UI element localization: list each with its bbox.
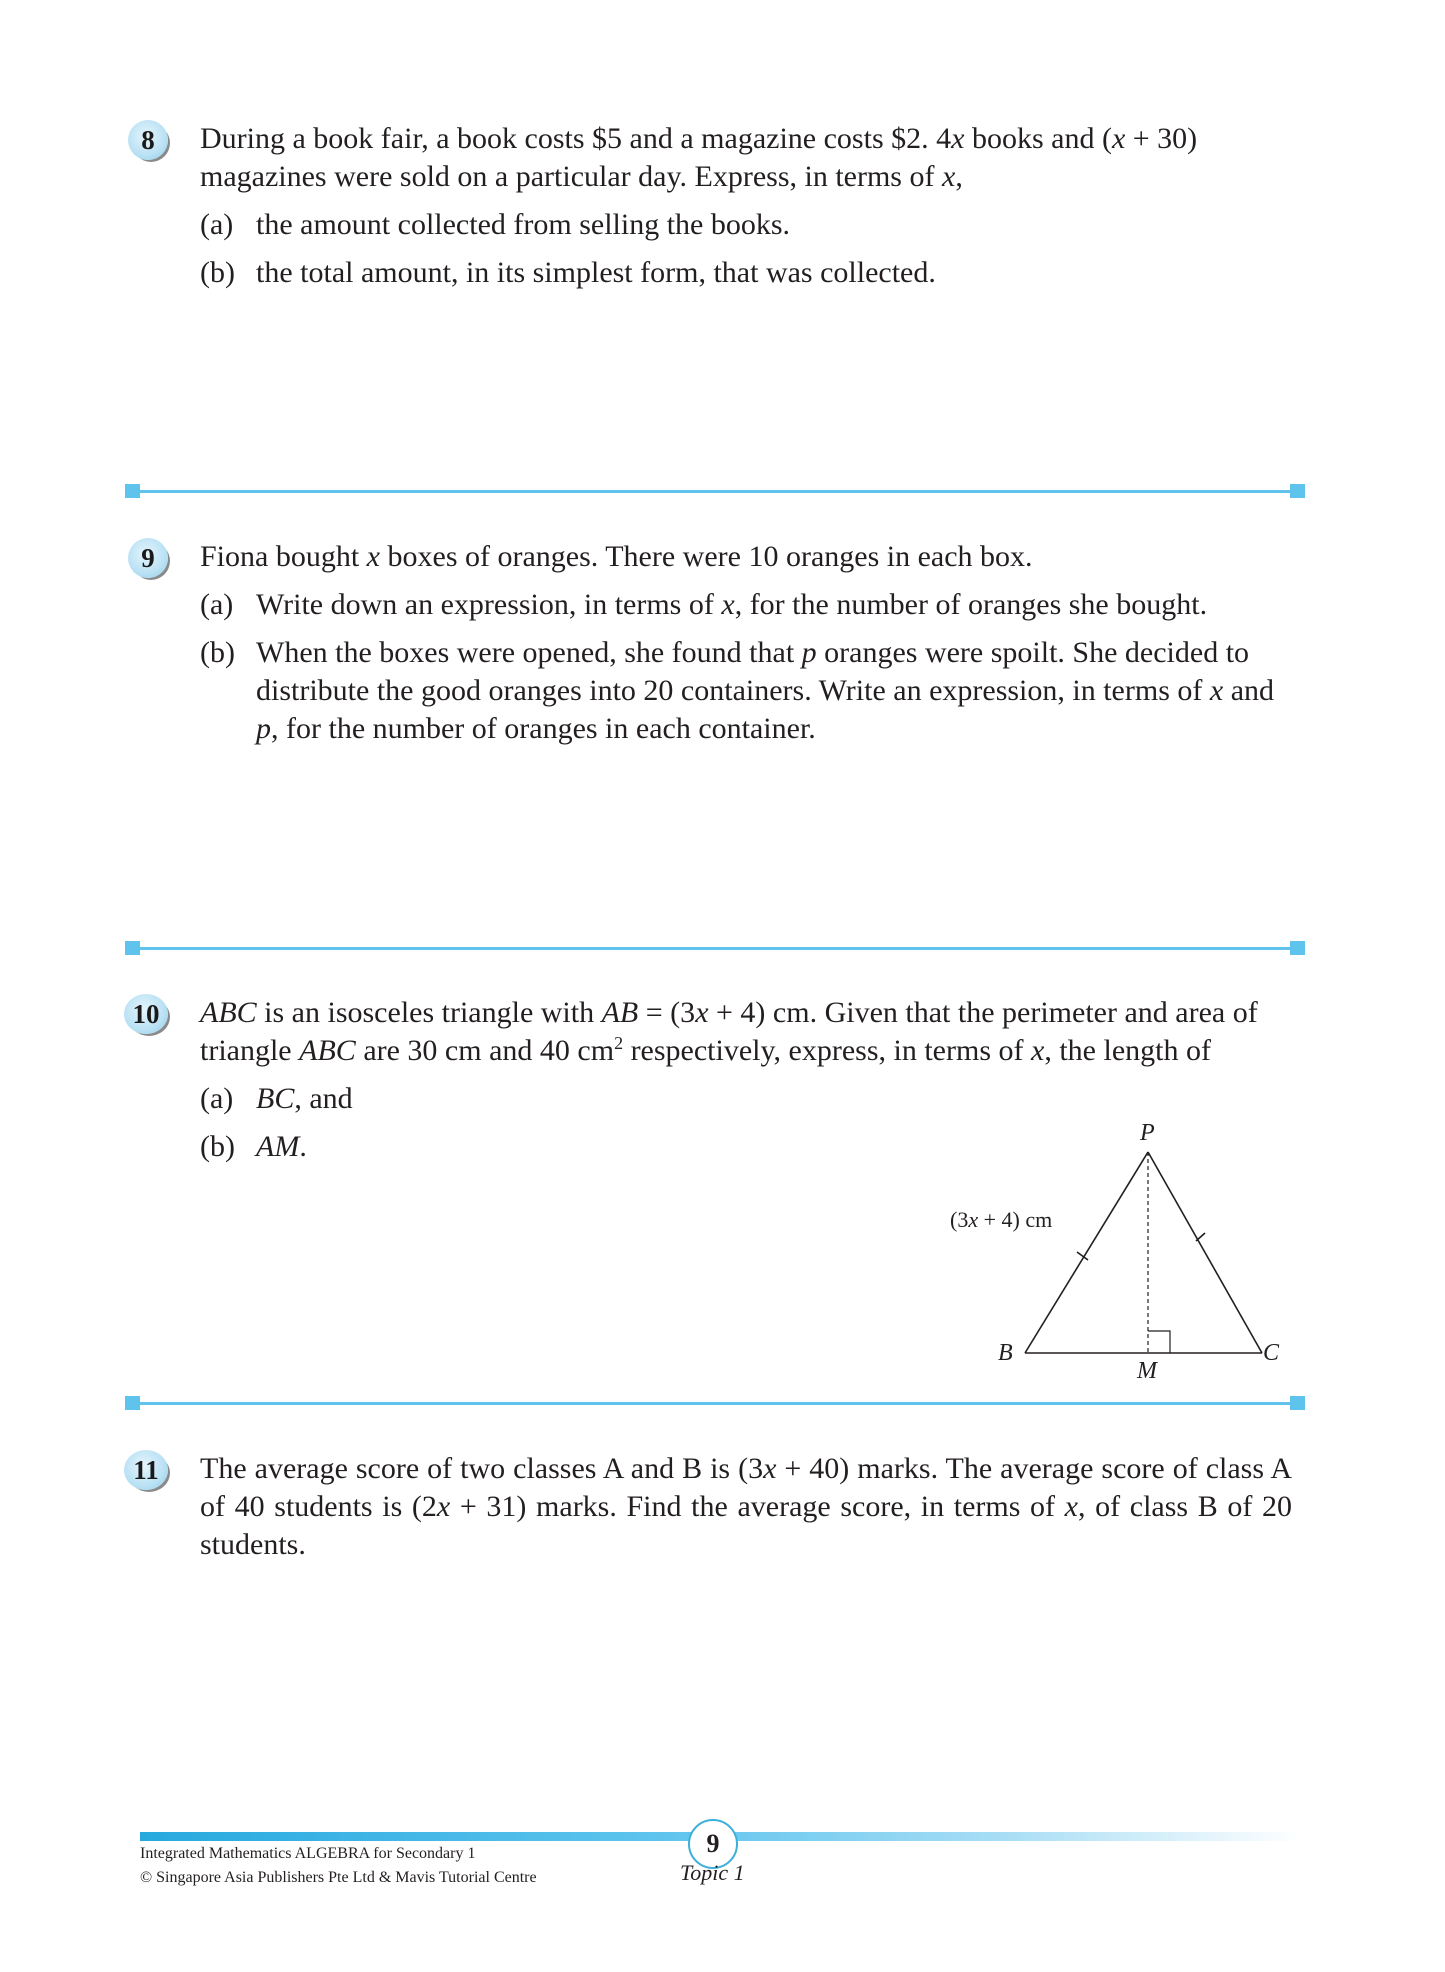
side-length-label: (3x + 4) cm <box>950 1207 1053 1232</box>
question-stem: Fiona bought x boxes of oranges. There were 10 oranges in each box. <box>200 540 1033 573</box>
part-label: (a) <box>200 1082 234 1115</box>
question-stem: During a book fair, a book costs $5 and a magazine costs $2. 4x books and (x + 30) magazines were sold on a particular day. Express, in terms of x, <box>200 122 1198 193</box>
part-text: the amount collected from selling the books. <box>256 208 791 241</box>
section-divider <box>125 1399 1305 1407</box>
divider-line <box>131 490 1299 493</box>
divider-end-right <box>1290 484 1305 498</box>
part-text: the total amount, in its simplest form, that was collected. <box>256 256 936 289</box>
question-8 <box>141 120 1292 292</box>
section-divider <box>125 487 1305 495</box>
part-text: AM. <box>256 1130 307 1163</box>
divider-line <box>131 947 1299 950</box>
part-a <box>200 586 1292 624</box>
question-number-badge: 9 <box>128 538 168 578</box>
question-stem: ABC is an isosceles triangle with AB = (3x + 4) cm. Given that the perimeter and area of triangle ABC are 30 cm and 40 $cm^2$ respectively, express, in terms of x, the length of <box>200 996 1258 1067</box>
divider-end-right <box>1290 1396 1305 1410</box>
vertex-label-c: C <box>1263 1340 1280 1366</box>
triangle-figure <box>940 1105 1280 1380</box>
vertex-label-p: P <box>1140 1120 1155 1146</box>
divider-end-right <box>1290 941 1305 955</box>
part-label: (b) <box>200 636 235 669</box>
section-divider <box>125 944 1305 952</box>
divider-line <box>131 1402 1299 1405</box>
book-title: Integrated Mathematics ALGEBRA for Secondary 1 <box>140 1845 476 1862</box>
copyright: © Singapore Asia Publishers Pte Ltd & Mavis Tutorial Centre <box>140 1869 537 1886</box>
part-text: BC, and <box>256 1082 353 1115</box>
part-label: (a) <box>200 208 234 241</box>
topic-label: Topic 1 <box>680 1860 745 1885</box>
part-text: When the boxes were opened, she found that p oranges were spoilt. She decided to distribute the good oranges into 20 containers. Write an expression, in terms of x and p, for the number of oranges in each container. <box>256 636 1275 745</box>
foot-label-m: M <box>1137 1358 1157 1380</box>
question-11 <box>133 1450 1293 1564</box>
part-b <box>200 634 1292 748</box>
question-9 <box>141 538 1292 748</box>
question-number-badge: 10 <box>124 994 168 1034</box>
vertex-label-b: B <box>998 1340 1013 1366</box>
part-a <box>200 206 1292 244</box>
part-label: (a) <box>200 588 234 621</box>
part-label: (b) <box>200 1130 235 1163</box>
page-number: 9 <box>688 1819 738 1869</box>
question-number-badge: 8 <box>128 120 168 160</box>
part-text: Write down an expression, in terms of x, for the number of oranges she bought. <box>256 588 1208 621</box>
question-stem: The average score of two classes A and B is (3x + 40) marks. The average score of class A of 40 students is (2x + 31) marks. Find the average score, in terms of x, of class B of 20 students. <box>200 1452 1293 1561</box>
question-number-badge: 11 <box>124 1450 168 1490</box>
part-b <box>200 254 1292 292</box>
part-label: (b) <box>200 256 235 289</box>
